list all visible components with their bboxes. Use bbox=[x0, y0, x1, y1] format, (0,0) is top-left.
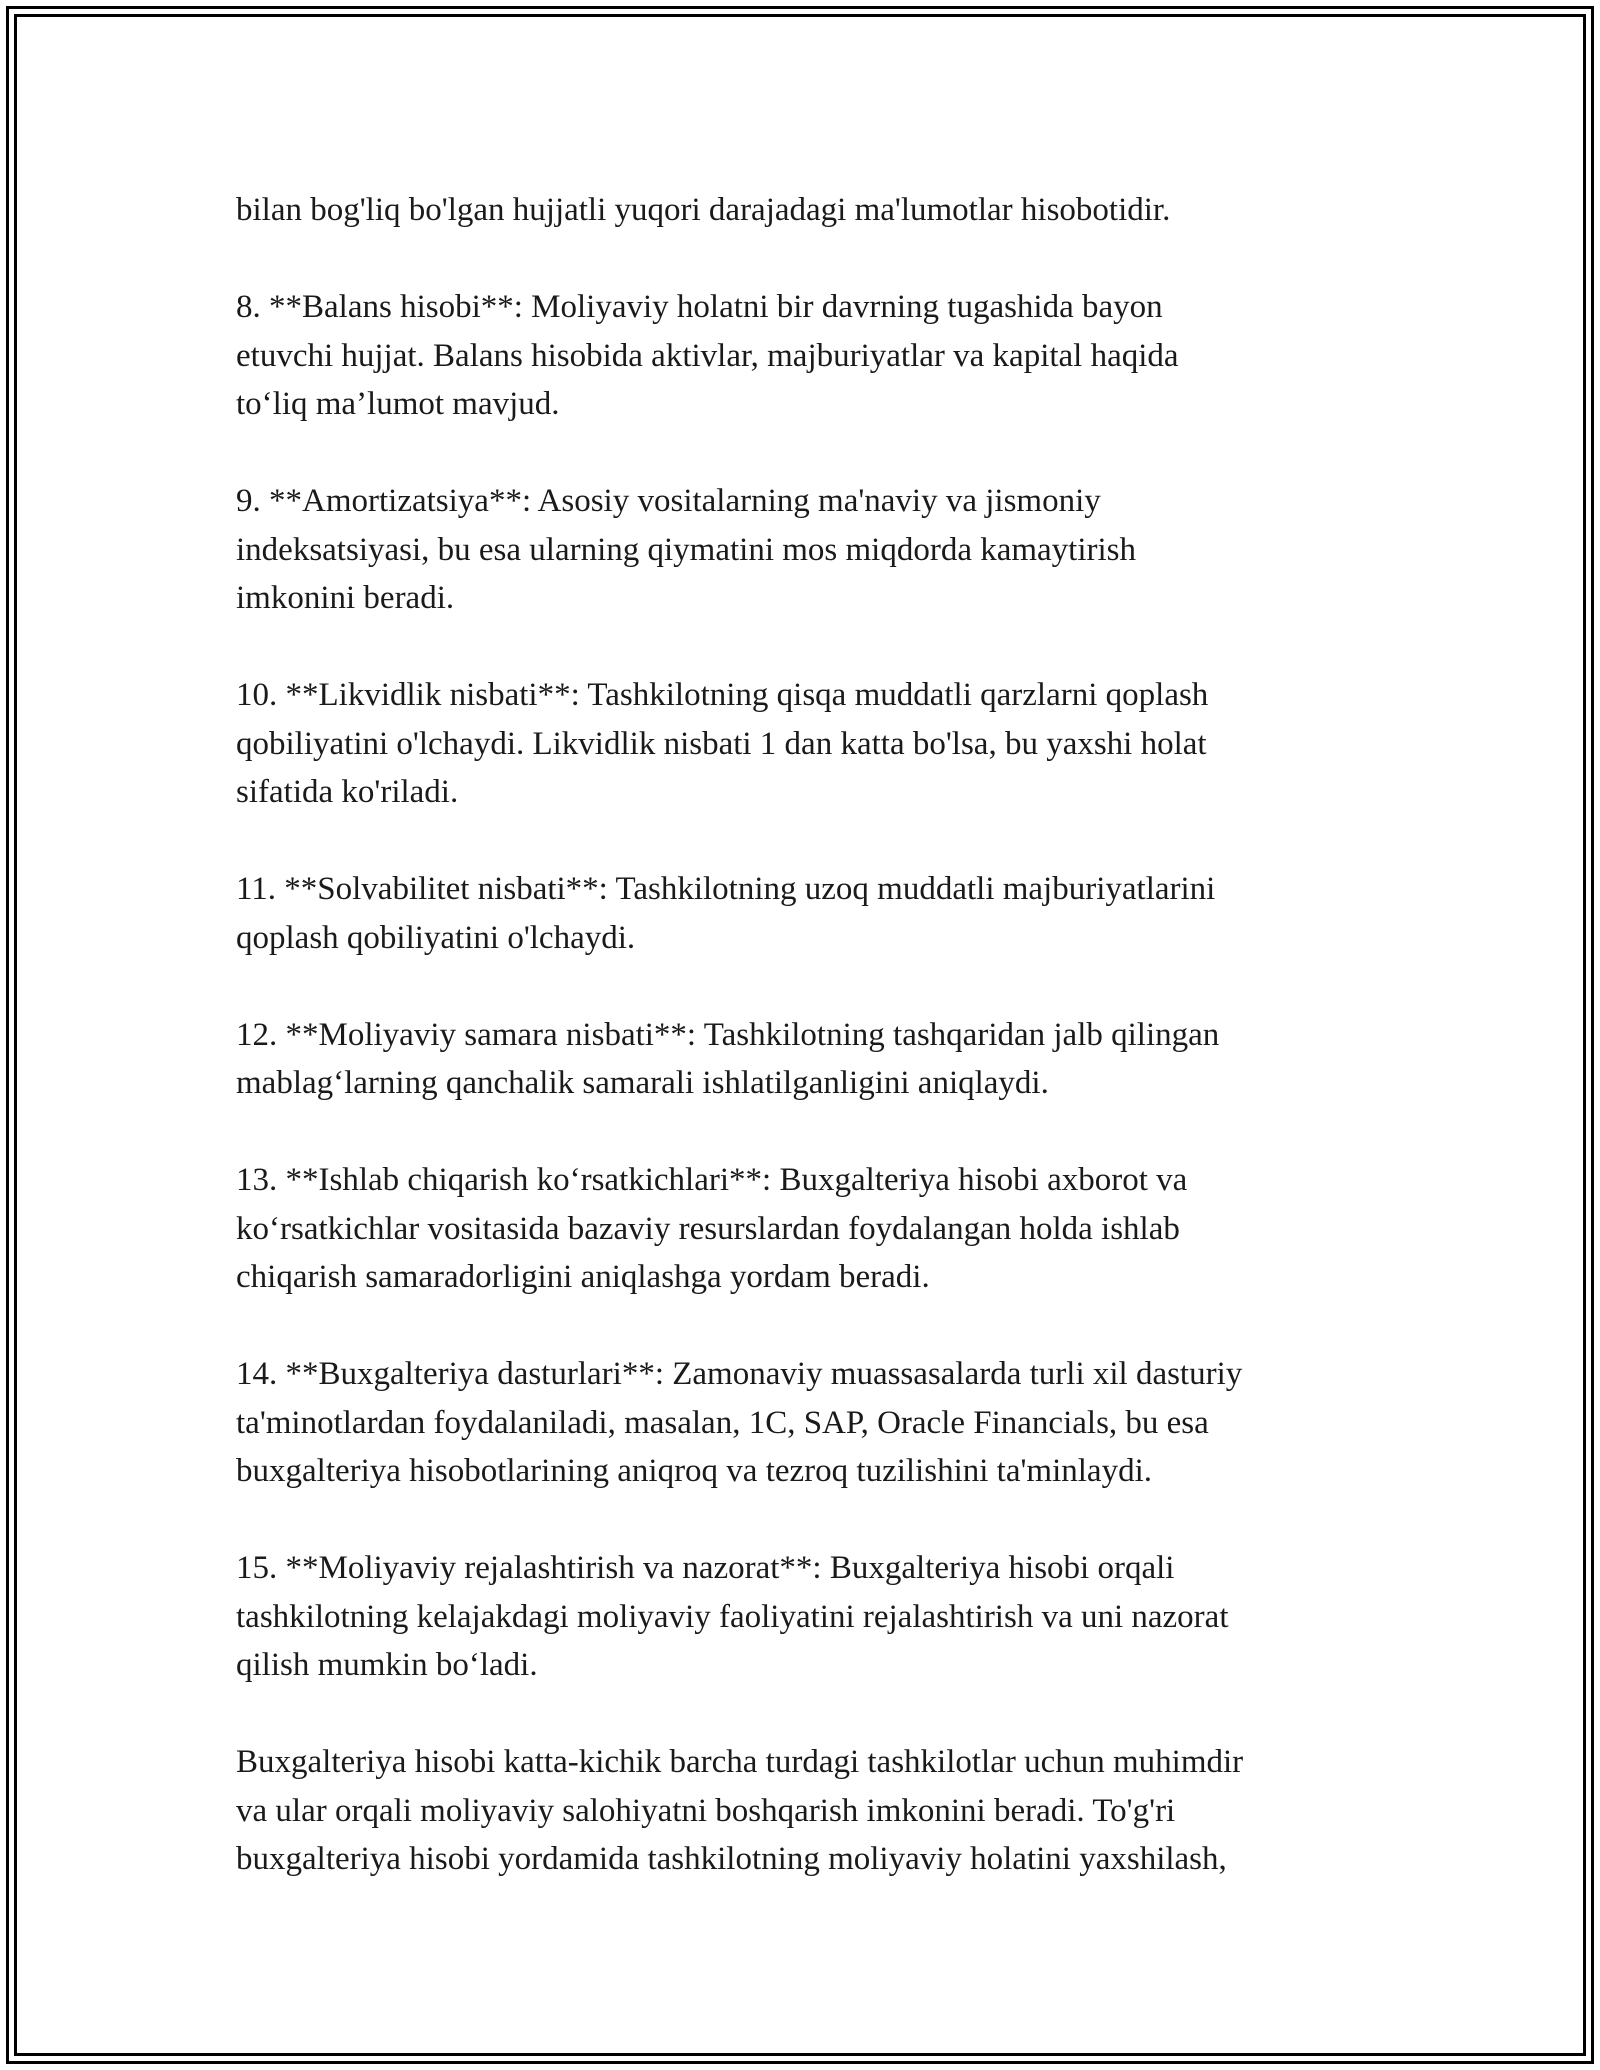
paragraph-intro-continuation: bilan bog'liq bo'lgan hujjatli yuqori darajadagi ma'lumotlar hisobotidir. bbox=[236, 192, 1171, 228]
paragraph-item-11: 11. **Solvabilitet nisbati**: Tashkilotning uzoq muddatli majburiyatlarini qoplash qobiliyatini o'lchaydi. bbox=[236, 871, 1216, 956]
paragraph-item-10: 10. **Likvidlik nisbati**: Tashkilotning qisqa muddatli qarzlarni qoplash qobiliyatini o'lchaydi. Likvidlik nisbati 1 dan katta bo'lsa, bu yaxshi holat sifatida ko'riladi. bbox=[236, 677, 1209, 810]
paragraph-item-9: 9. **Amortizatsiya**: Asosiy vositalarning ma'naviy va jismoniy indeksatsiyasi, bu esa ularning qiymatini mos miqdorda kamaytirish imkonini beradi. bbox=[236, 483, 1137, 616]
paragraph-item-15: 15. **Moliyaviy rejalashtirish va nazorat**: Buxgalteriya hisobi orqali tashkilotning kelajakdagi moliyaviy faoliyatini rejalashtirish va uni nazorat qilish mumkin bo‘ladi. bbox=[236, 1550, 1229, 1683]
paragraph-item-14: 14. **Buxgalteriya dasturlari**: Zamonaviy muassasalarda turli xil dasturiy ta'minotlardan foydalaniladi, masalan, 1C, SAP, Oracle Financials, bu esa buxgalteriya hisobotlarining aniqroq va tezroq tuzilishini ta'minlaydi. bbox=[236, 1356, 1243, 1489]
paragraph-conclusion: Buxgalteriya hisobi katta-kichik barcha turdagi tashkilotlar uchun muhimdir va ular orqali moliyaviy salohiyatni boshqarish imkonini beradi. To'g'ri buxgalteriya hisobi yordamida tashkilotning moliyaviy holatini yaxshilash, bbox=[236, 1744, 1244, 1877]
document-body bbox=[236, 186, 1376, 1932]
paragraph-item-12: 12. **Moliyaviy samara nisbati**: Tashkilotning tashqaridan jalb qilingan mablag‘larning qanchalik samarali ishlatilganligini aniqlaydi. bbox=[236, 1016, 1220, 1101]
paragraph-item-8: 8. **Balans hisobi**: Moliyaviy holatni bir davrning tugashida bayon etuvchi hujjat. Balans hisobida aktivlar, majburiyatlar va kapital haqida to‘liq ma’lumot mavjud. bbox=[236, 289, 1179, 422]
paragraph-item-13: 13. **Ishlab chiqarish ko‘rsatkichlari**: Buxgalteriya hisobi axborot va ko‘rsatkichlar vositasida bazaviy resurslardan foydalangan holda ishlab chiqarish samaradorligini aniqlashga yordam beradi. bbox=[236, 1162, 1188, 1295]
